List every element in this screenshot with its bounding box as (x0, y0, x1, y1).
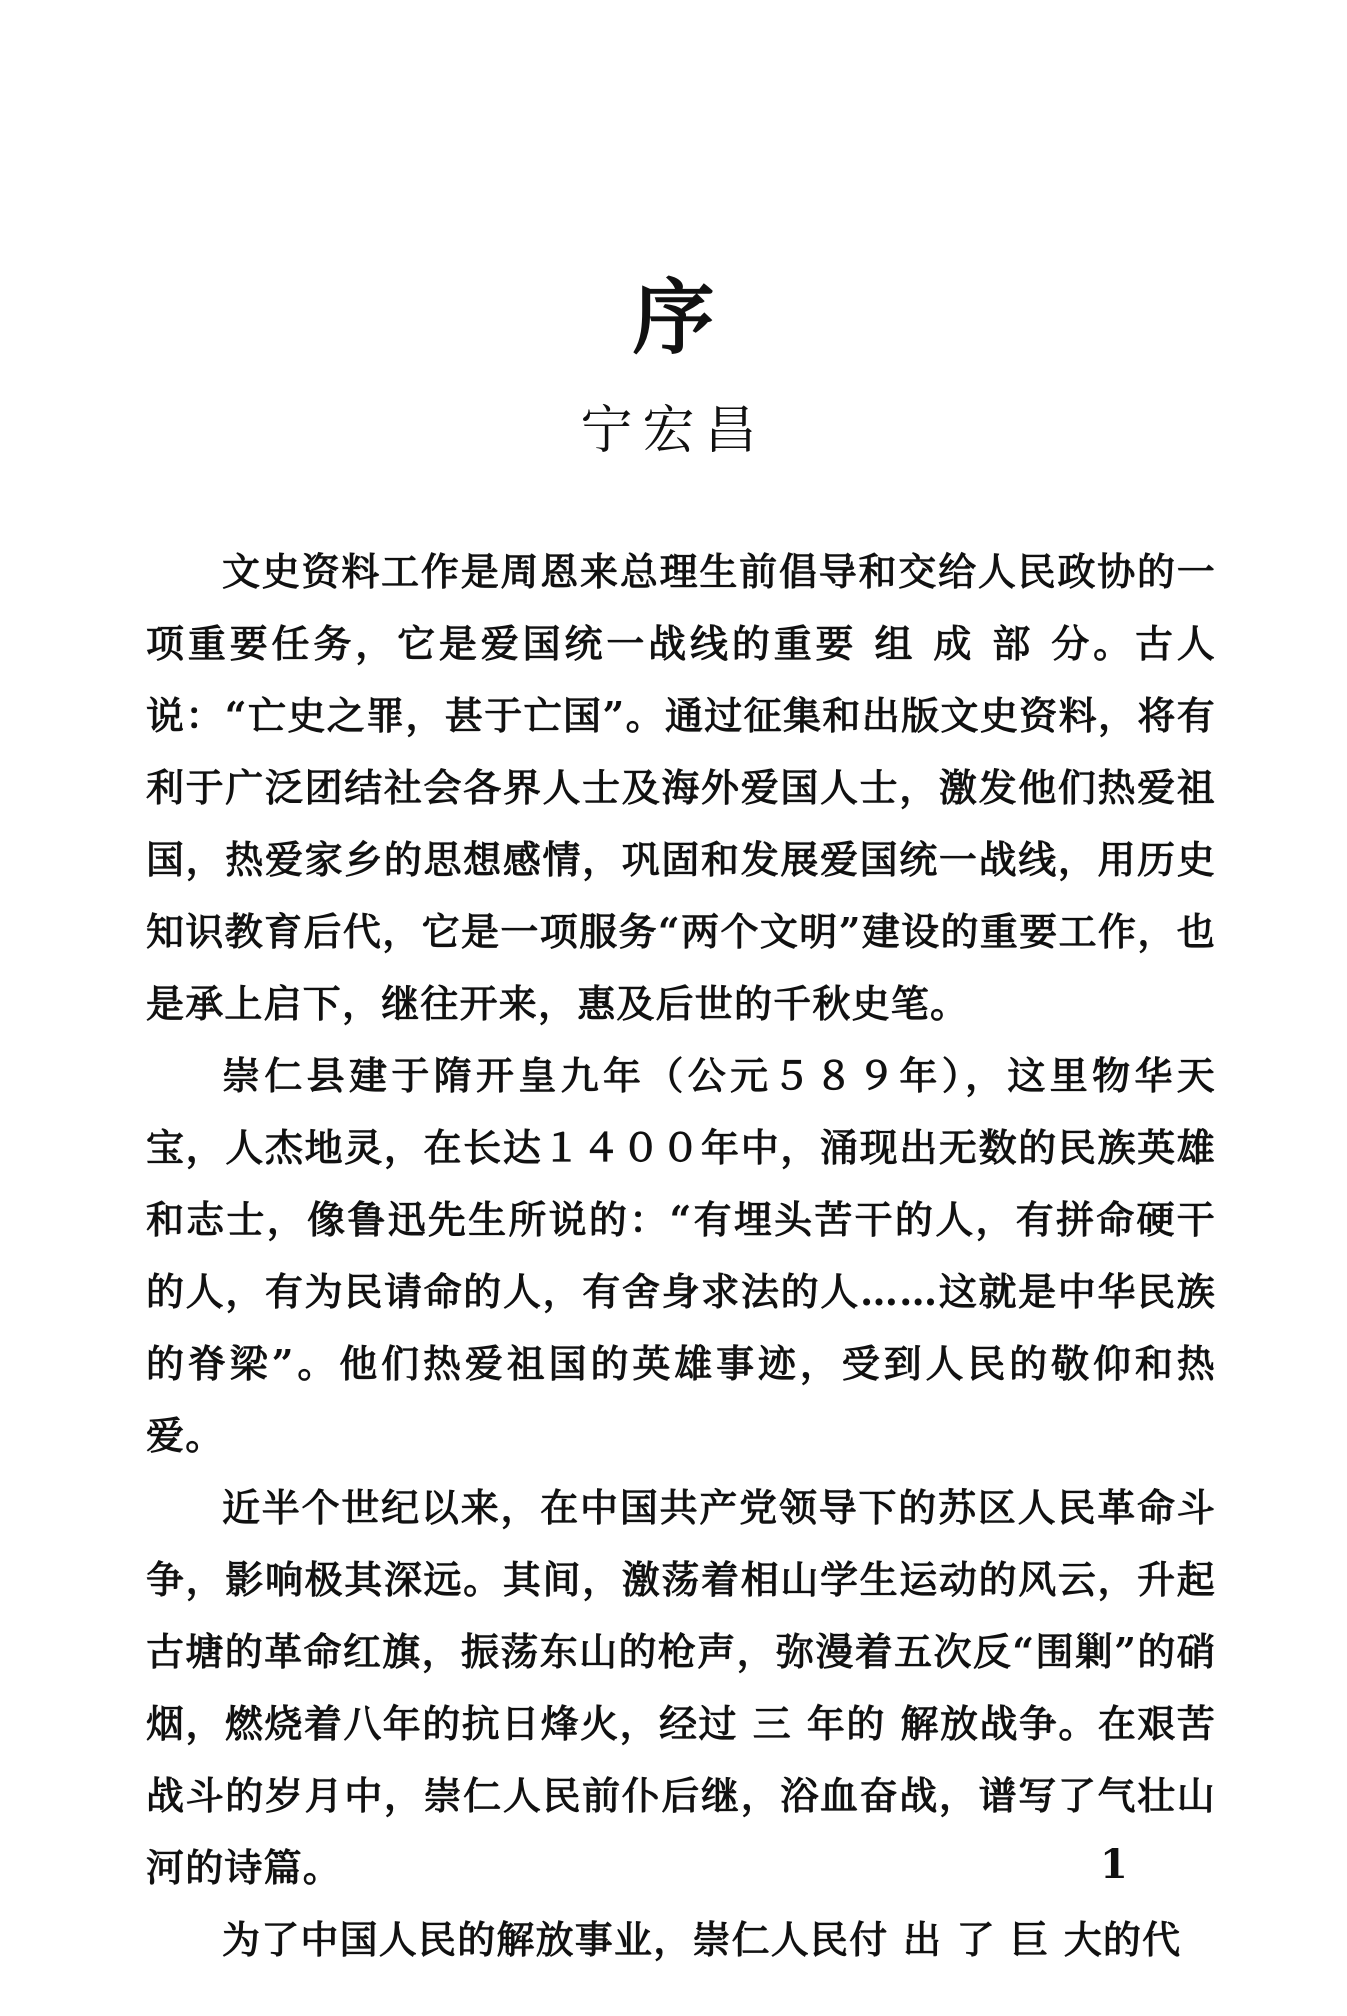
author-name: 宁宏昌 (580, 401, 767, 461)
paragraph-4: 为了中国人民的解放事业，崇仁人民付 出 了 巨 大的代 (222, 1917, 1182, 1962)
paragraph-3: 近半个世纪以来，在中国共产党领导下的苏区人民革命斗争，影响极其深远。其间，激荡着相山学生运动的风云，升起古塘的革命红旗，振荡东山的枪声，弥漫着五次反“围剿”的硝烟，燃烧着八年的抗日烽火，经过 三 年的 解放战争。在艰苦战斗的岁月中，崇仁人民前仆后继，浴血奋战，谱写了气壮山河的诗篇。 (146, 1485, 1216, 1890)
body-text (146, 536, 1216, 1976)
page-number: 1 (1100, 1841, 1128, 1888)
page-title: 序 (632, 270, 715, 366)
paragraph-1: 文史资料工作是周恩来总理生前倡导和交给人民政协的一项重要任务，它是爱国统一战线的重要 组 成 部 分。古人说：“亡史之罪，甚于亡国”。通过征集和出版文史资料，将有利于广泛团结社会各界人士及海外爱国人士，激发他们热爱祖国，热爱家乡的思想感情，巩固和发展爱国统一战线，用历史知识教育后代，它是一项服务“两个文明”建设的重要工作，也是承上启下，继往开来，惠及后世的千秋史笔。 (146, 549, 1216, 1026)
paragraph-2: 崇仁县建于隋开皇九年（公元５８９年），这里物华天宝，人杰地灵，在长达１４００年中，涌现出无数的民族英雄和志士，像鲁迅先生所说的：“有埋头苦干的人，有拼命硬干的人，有为民请命的人，有舍身求法的人……这就是中华民族的脊梁”。他们热爱祖国的英雄事迹，受到人民的敬仰和热爱。 (146, 1053, 1216, 1458)
